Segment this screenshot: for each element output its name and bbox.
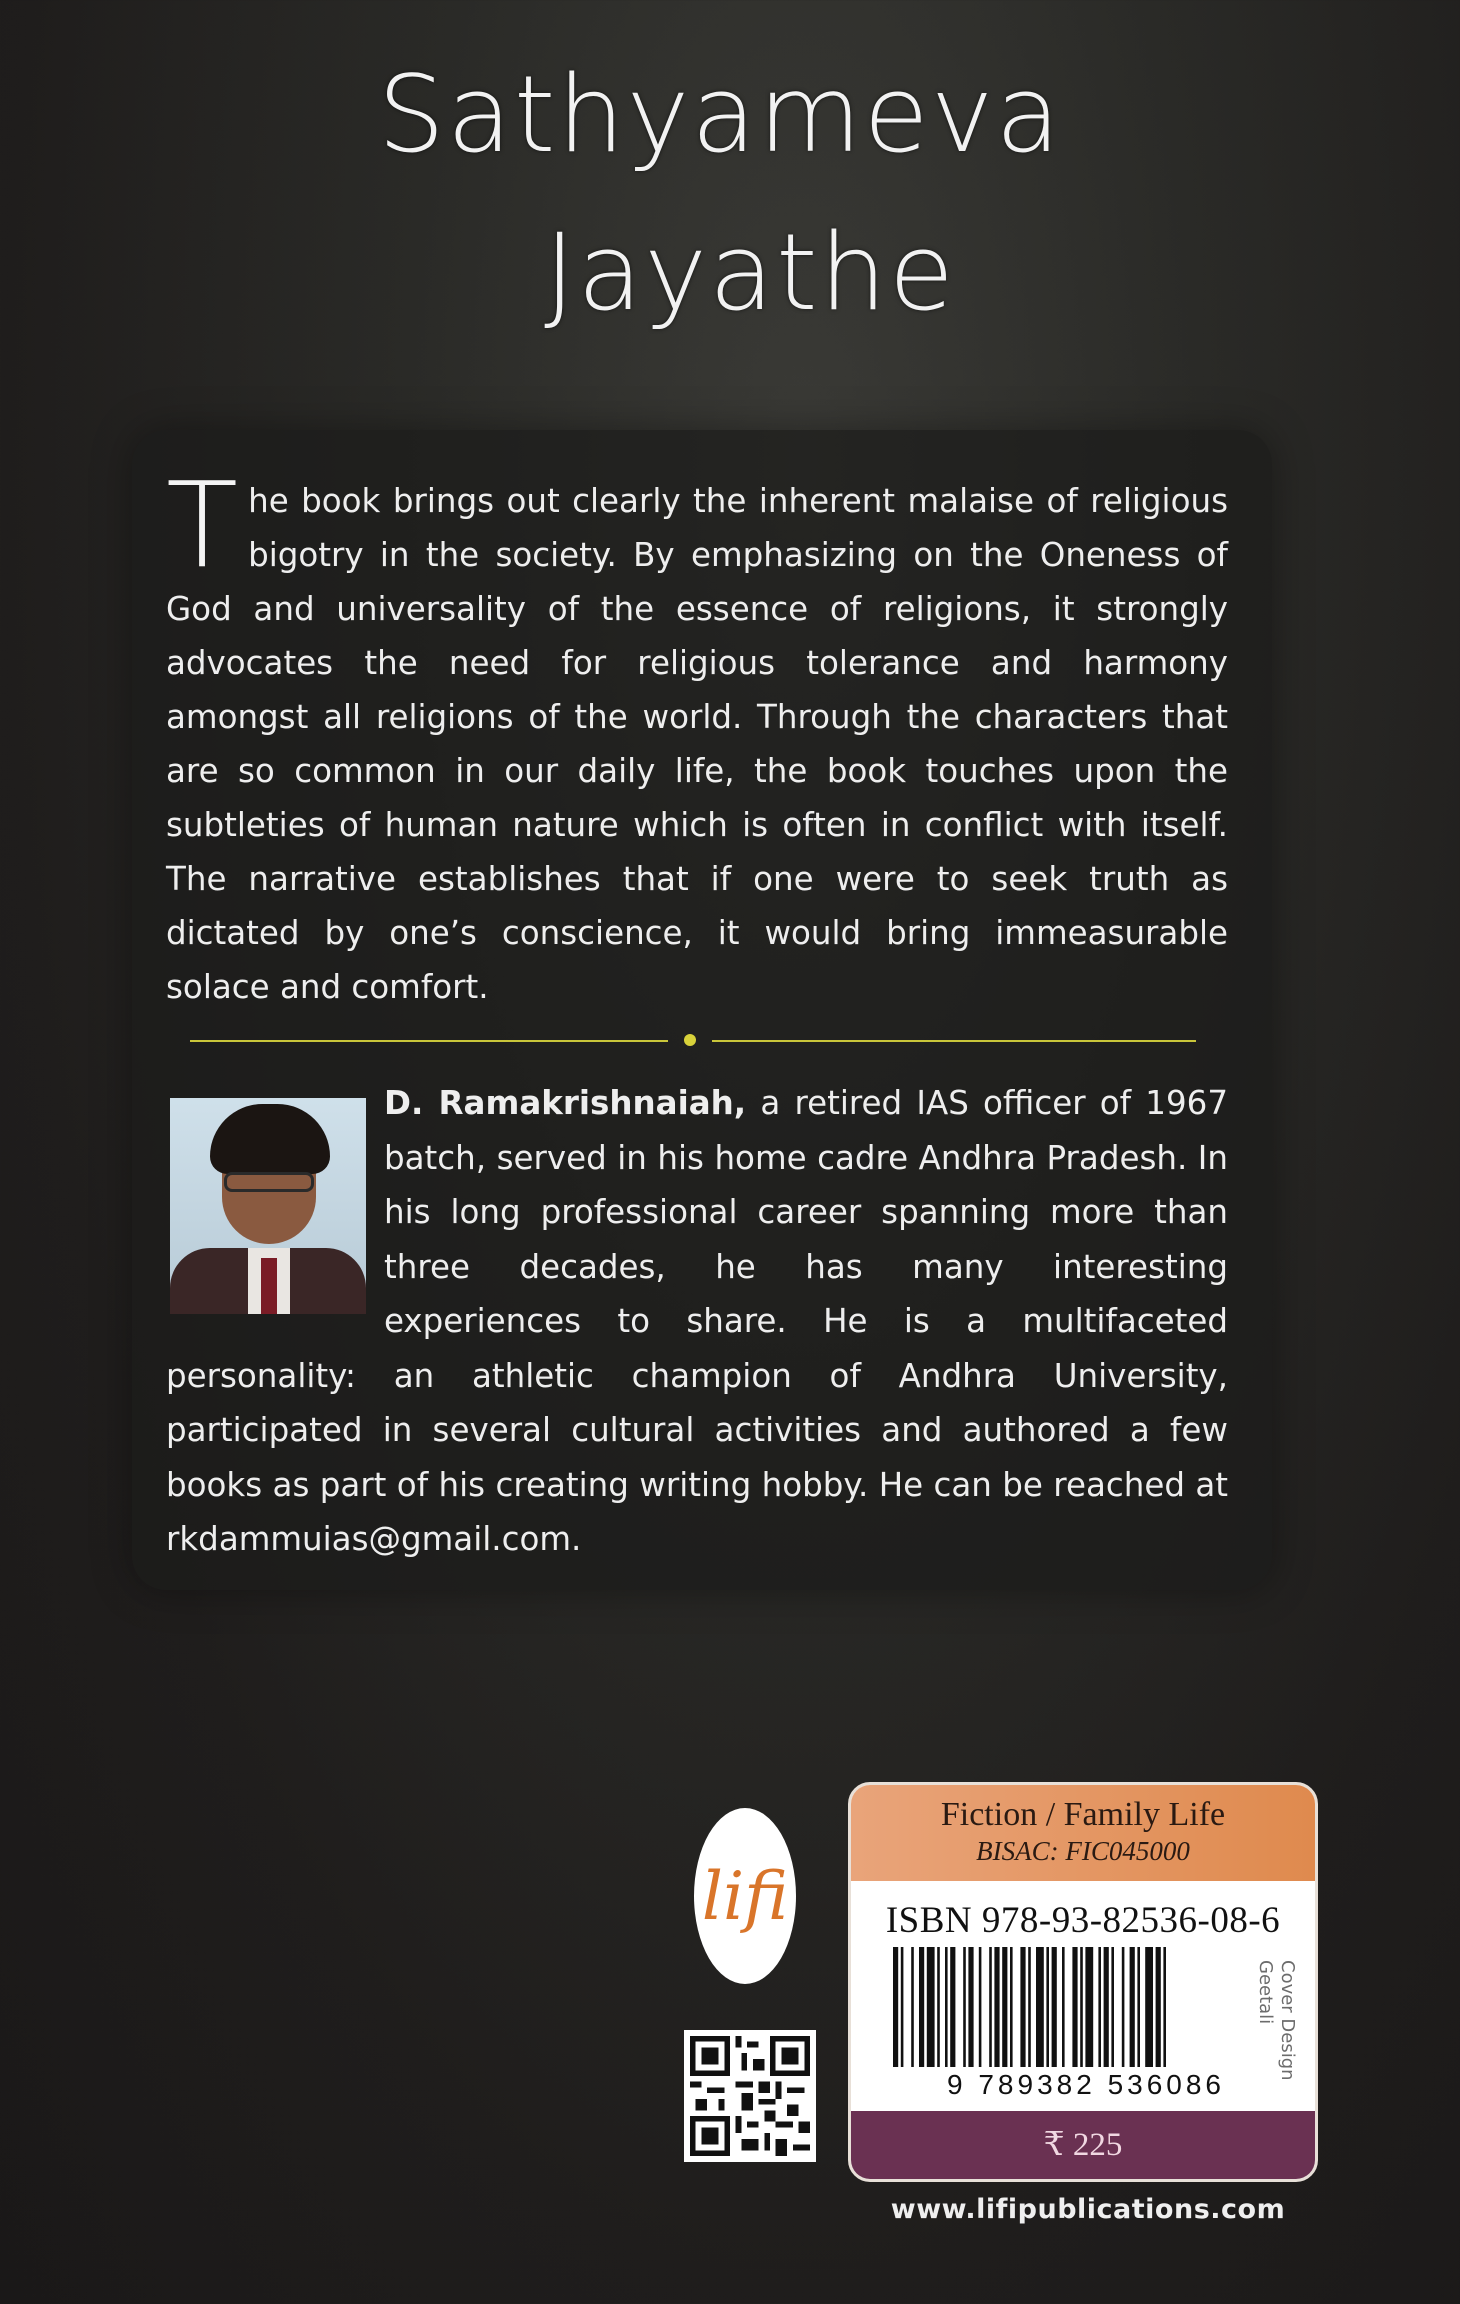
publisher-logo-text: lifi [701,1857,789,1935]
isbn-number: ISBN 978-93-82536-08-6 [885,1900,1281,1941]
publisher-logo [694,1808,796,1984]
blurb [166,456,1228,1014]
blurb-text: he book brings out clearly the inherent malaise of religious bigotry in the society. By emphasizing on the Oneness of God and universality of the essence of religions, it strongly advocates the need for religious tolerance and harmony amongst all religions of the world. Through the characters that are so common in our daily life, the book touches upon the subtleties of human nature which is often in conflict with itself. The narrative establishes that if one were to seek truth as dictated by one’s conscience, it would bring immeasurable solace and comfort. [166,482,1228,1006]
divider-dot [684,1034,696,1046]
credit-line1: Cover Design [1277,1960,1298,2081]
cover-credit [1254,1960,1298,2081]
barcode [891,1947,1275,2067]
book-title-line2: Jayathe [544,211,956,334]
bisac-code: BISAC: FIC045000 [976,1836,1190,1866]
author-bio-text: a retired IAS officer of 1967 batch, served in his home cadre Andhra Pradesh. In his long professional career spanning more than three decades, he has many interesting experiences to share. He is a multifaceted personality: an athletic champion of Andhra University, participated in several cultural activities and authored a few books as part of his creating writing hobby. He can be reached at rkdammuias@gmail.com. [166,1084,1228,1558]
barcode-digits: 9 789382 536086 [947,2069,1225,2100]
book-title-line1: Sathyameva [377,53,1063,176]
qr-code [684,2030,816,2162]
divider-left [190,1040,668,1042]
drop-cap: T [166,456,239,594]
publisher-website[interactable]: www.lifipublications.com [890,2194,1286,2225]
divider-right [712,1040,1196,1042]
author-name: D. Ramakrishnaiah, [384,1084,747,1122]
price-band: ₹ 225 [851,2111,1315,2179]
credit-line2: Geetali [1255,1960,1276,2025]
genre-text: Fiction / Family Life [940,1796,1226,1833]
genre-band [851,1785,1315,1881]
author-bio [166,1076,1228,1567]
isbn-label [848,1782,1318,2182]
